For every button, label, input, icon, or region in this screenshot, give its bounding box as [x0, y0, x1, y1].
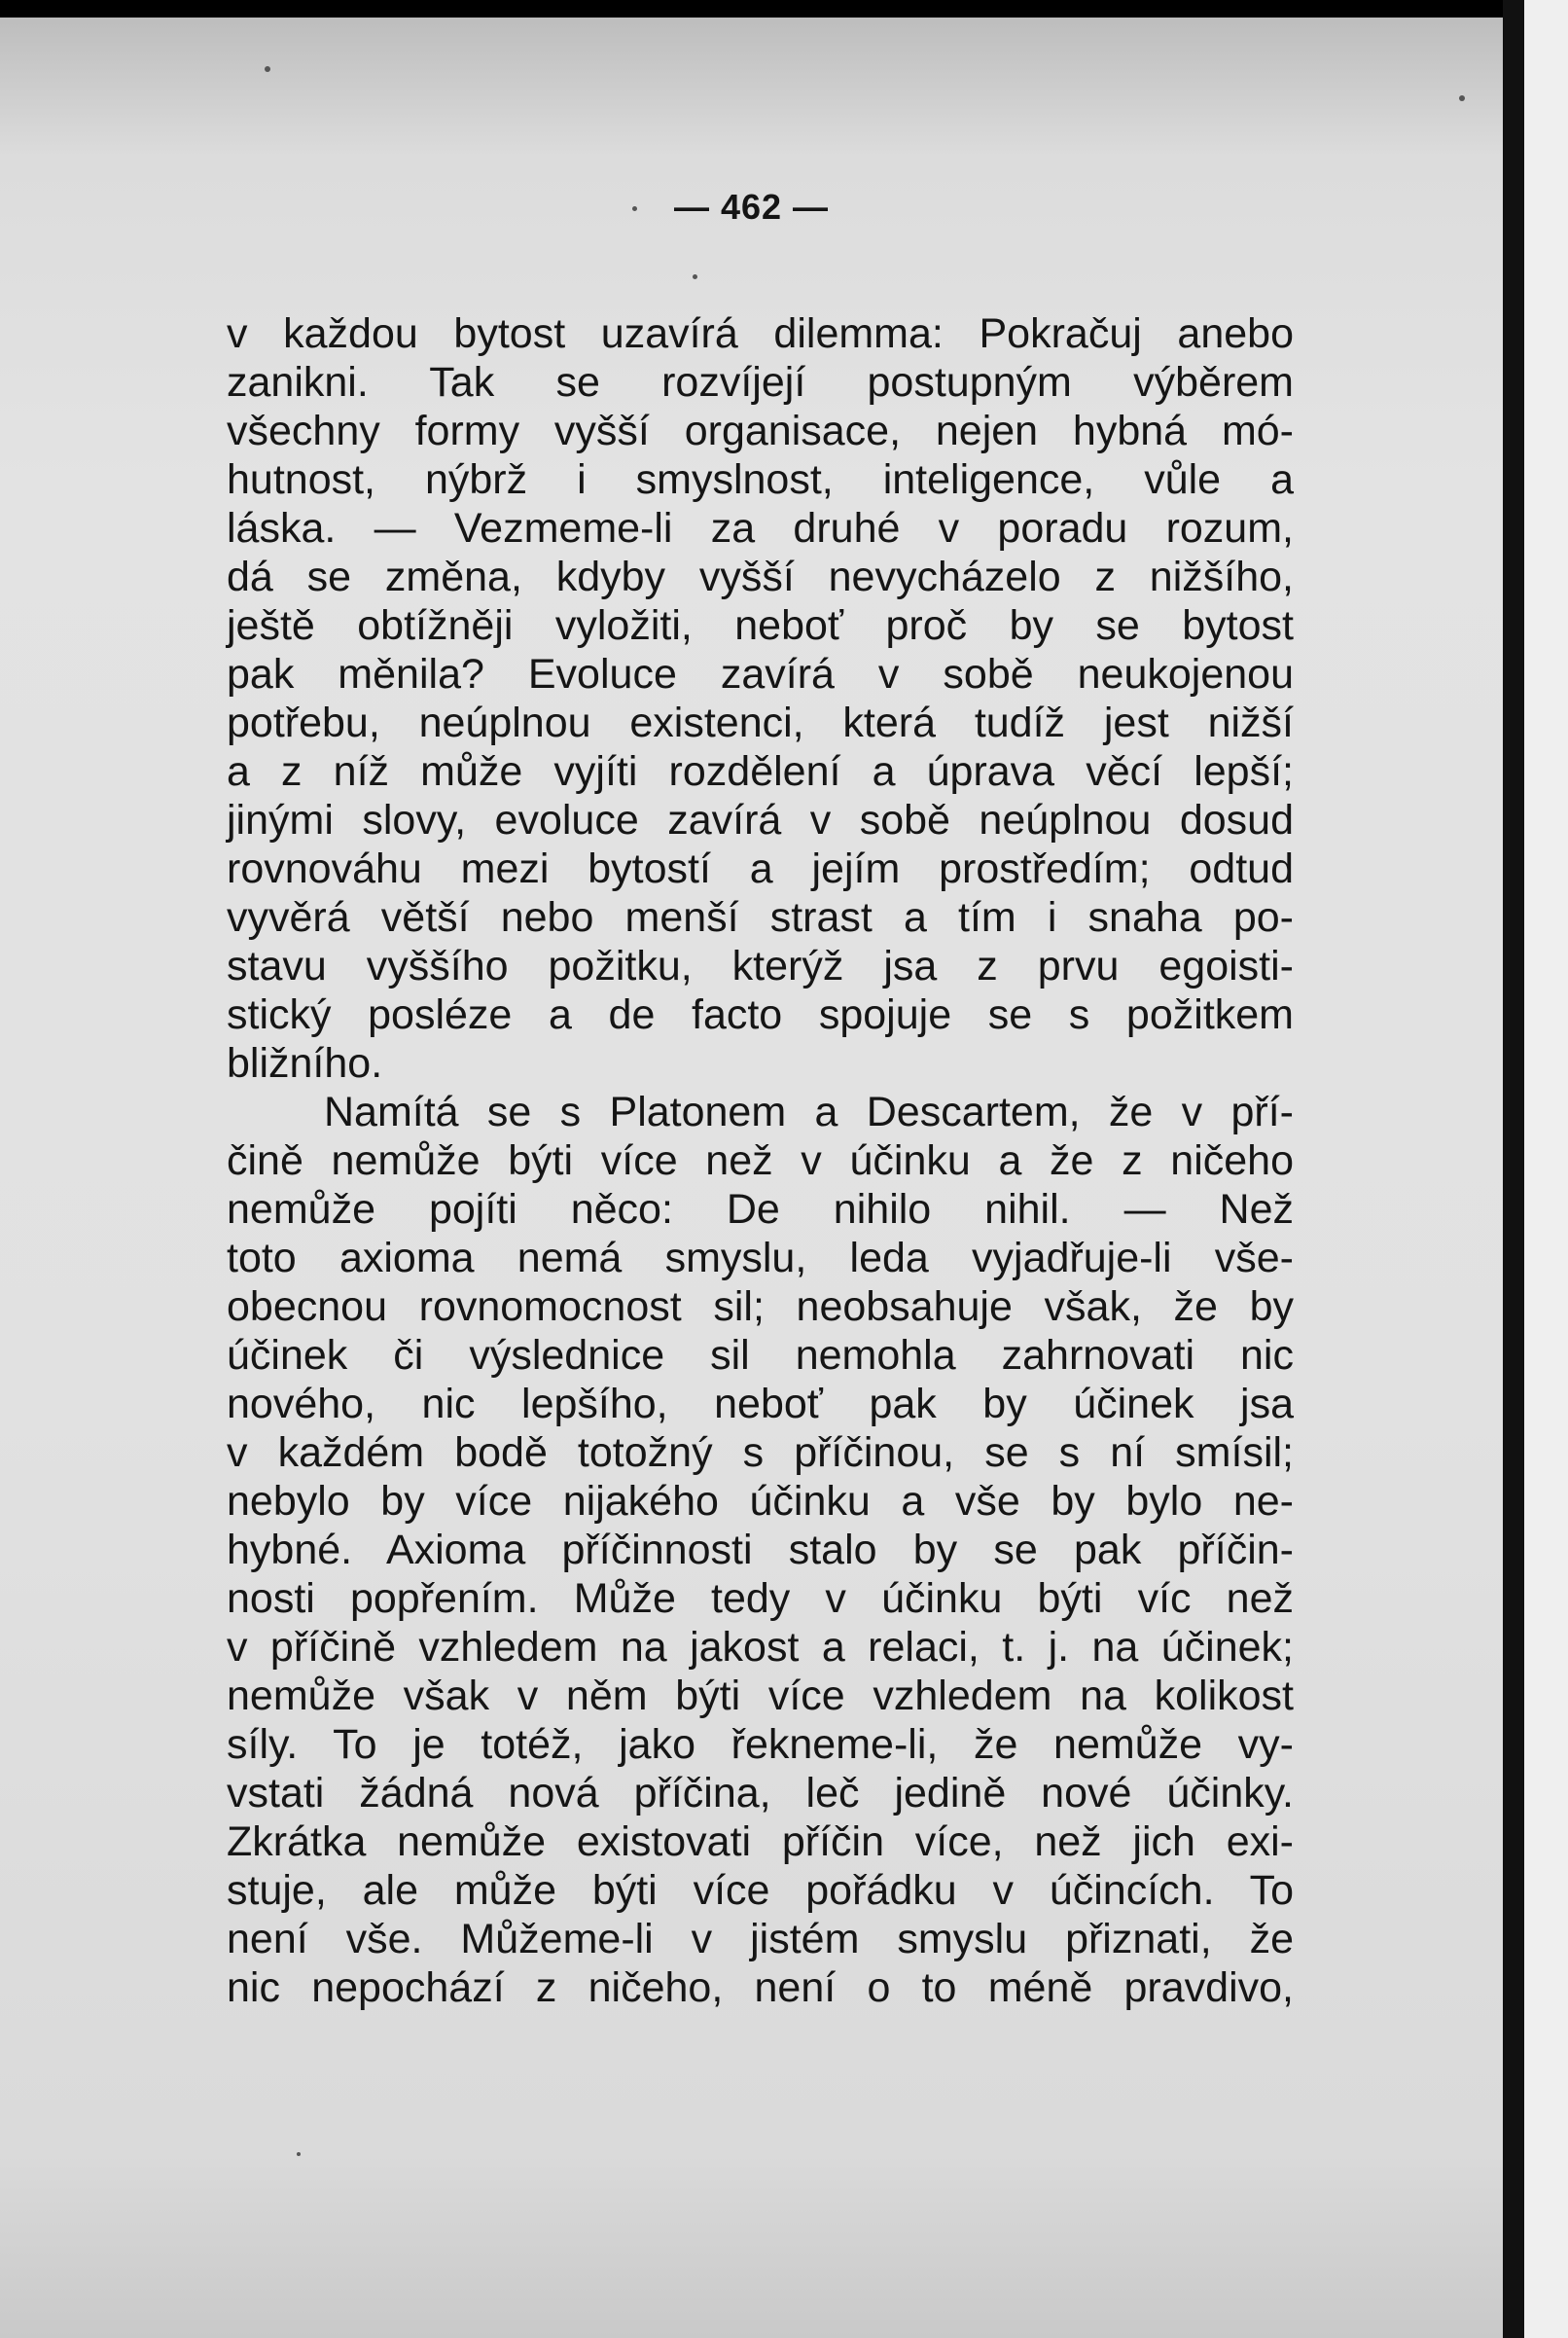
- text-line: nebylo by více nijakého účinku a vše by bylo ne-: [227, 1478, 1294, 1525]
- body-text: [227, 309, 1294, 2012]
- text-line: stuje, ale může býti více pořádku v účincích. To: [227, 1867, 1294, 1914]
- text-line: stavu vyššího požitku, kterýž jsa z prvu egoisti-: [227, 943, 1294, 989]
- text-line: čině nemůže býti více než v účinku a že z ničeho: [227, 1137, 1294, 1184]
- text-line: nic nepochází z ničeho, není o to méně pravdivo,: [227, 1964, 1294, 2011]
- text-line: láska. — Vezmeme-li za druhé v poradu rozum,: [227, 505, 1294, 552]
- text-line: stický posléze a de facto spojuje se s požitkem: [227, 991, 1294, 1038]
- text-line: síly. To je totéž, jako řekneme-li, že nemůže vy-: [227, 1721, 1294, 1768]
- text-line: dá se změna, kdyby vyšší nevycházelo z nižšího,: [227, 554, 1294, 600]
- text-line: v každém bodě totožný s příčinou, se s ní smísil;: [227, 1429, 1294, 1476]
- text-line: není vše. Můžeme-li v jistém smyslu přiznati, že: [227, 1916, 1294, 1962]
- text-line: potřebu, neúplnou existenci, která tudíž jest nižší: [227, 700, 1294, 746]
- text-line: v příčině vzhledem na jakost a relaci, t. j. na účinek;: [227, 1624, 1294, 1671]
- text-line: toto axioma nemá smyslu, leda vyjadřuje-li vše-: [227, 1235, 1294, 1281]
- book-gutter-shadow: [1503, 0, 1524, 2338]
- text-line: zanikni. Tak se rozvíjejí postupným výběrem: [227, 359, 1294, 406]
- text-line: nosti popřením. Může tedy v účinku býti víc než: [227, 1575, 1294, 1622]
- text-line: pak měnila? Evoluce zavírá v sobě neukojenou: [227, 651, 1294, 698]
- text-line: obecnou rovnomocnost sil; neobsahuje však, že by: [227, 1283, 1294, 1330]
- text-line: a z níž může vyjíti rozdělení a úprava věcí lepší;: [227, 748, 1294, 795]
- text-line: jinými slovy, evoluce zavírá v sobě neúplnou dosud: [227, 797, 1294, 844]
- next-page-edge: [1524, 0, 1568, 2338]
- text-line: vyvěrá větší nebo menší strast a tím i snaha po-: [227, 894, 1294, 941]
- text-line: Zkrátka nemůže existovati příčin více, než jich exi-: [227, 1818, 1294, 1865]
- text-line: nového, nic lepšího, neboť pak by účinek jsa: [227, 1381, 1294, 1427]
- paragraph-start-line: Namítá se s Platonem a Descartem, že v pří-: [324, 1089, 1294, 1135]
- paragraph-end-line: bližního.: [227, 1040, 383, 1087]
- text-line: v každou bytost uzavírá dilemma: Pokračuj anebo: [227, 310, 1294, 357]
- text-line: všechny formy vyšší organisace, nejen hybná mó-: [227, 408, 1294, 454]
- text-line: vstati žádná nová příčina, leč jedině nové účinky.: [227, 1770, 1294, 1816]
- text-line: účinek či výslednice sil nemohla zahrnovati nic: [227, 1332, 1294, 1379]
- text-line: rovnováhu mezi bytostí a jejím prostředím; odtud: [227, 845, 1294, 892]
- page-number: — 462 —: [673, 187, 830, 227]
- text-line: ještě obtížněji vyložiti, neboť proč by se bytost: [227, 602, 1294, 649]
- text-line: hybné. Axioma příčinnosti stalo by se pak příčin-: [227, 1527, 1294, 1573]
- text-line: nemůže však v něm býti více vzhledem na kolikost: [227, 1673, 1294, 1719]
- text-line: nemůže pojíti něco: De nihilo nihil. — Než: [227, 1186, 1294, 1233]
- text-line: hutnost, nýbrž i smyslnost, inteligence, vůle a: [227, 456, 1294, 503]
